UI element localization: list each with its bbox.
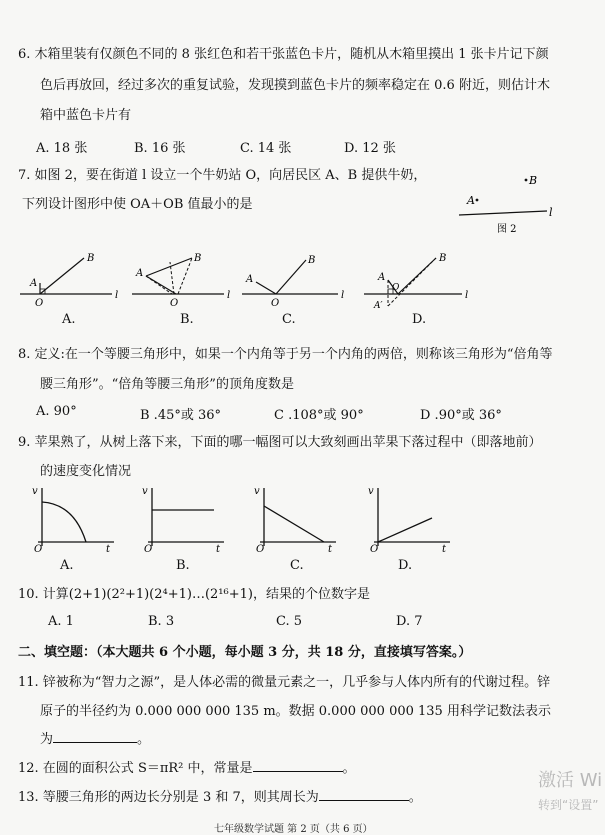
q10-option-c: C. 5 bbox=[276, 614, 303, 629]
q12-answer-blank[interactable] bbox=[253, 759, 343, 772]
svg-text:t: t bbox=[442, 544, 447, 552]
fig2-label-l: l bbox=[549, 206, 553, 219]
q9-line2: 的速度变化情况 bbox=[40, 464, 132, 479]
svg-text:O: O bbox=[370, 544, 379, 552]
q7-diagram-d bbox=[362, 250, 472, 308]
svg-text:O: O bbox=[271, 298, 280, 308]
q9-graph-d bbox=[366, 482, 456, 552]
page-footer: 七年级数学试题 第 2 页（共 6 页） bbox=[214, 824, 373, 835]
q10-line1: 10. 计算(2+1)(2²+1)(2⁴+1)…(2¹⁶+1)，结果的个位数字是 bbox=[18, 587, 370, 602]
q11-line3: 为 。 bbox=[40, 732, 151, 747]
q13-answer-blank[interactable] bbox=[319, 788, 409, 801]
q6-line1: 6. 木箱里装有仅颜色不同的 8 张红色和若干张蓝色卡片，随机从木箱里摸出 1 张卡片记下颜 bbox=[18, 47, 549, 62]
q10-option-a: A. 1 bbox=[48, 614, 74, 629]
q9-graph-c bbox=[252, 482, 342, 552]
svg-text:O: O bbox=[144, 544, 153, 552]
activation-watermark-hint: 转到“设置” bbox=[538, 798, 599, 812]
q6-option-b: B. 16 张 bbox=[134, 141, 186, 156]
q6-option-c: C. 14 张 bbox=[240, 141, 292, 156]
q6-line3: 箱中蓝色卡片有 bbox=[40, 108, 132, 123]
svg-text:B: B bbox=[194, 253, 202, 264]
q8-line2: 腰三角形”。“倍角等腰三角形”的顶角度数是 bbox=[40, 377, 294, 392]
q6-option-d: D. 12 张 bbox=[344, 141, 396, 156]
q7-option-c: C. bbox=[282, 312, 296, 327]
q11-line1: 11. 锌被称为“智力之源”，是人体必需的微量元素之一，几乎参与人体内所有的代谢过程。锌 bbox=[18, 675, 551, 690]
q9-graph-b bbox=[140, 482, 230, 552]
q8-option-c: C .108°或 90° bbox=[274, 408, 364, 423]
q8-option-b: B .45°或 36° bbox=[140, 408, 222, 423]
q10-option-d: D. 7 bbox=[396, 614, 423, 629]
q7-diagram-b bbox=[130, 250, 240, 308]
svg-text:A: A bbox=[378, 272, 386, 283]
q7-diagram-c bbox=[240, 250, 350, 308]
q7-line2: 下列设计图形中使 OA＋OB 值最小的是 bbox=[22, 197, 253, 212]
q6-line2: 色后再放回，经过多次的重复试验，发现摸到蓝色卡片的频率稳定在 0.6 附近，则估计木 bbox=[40, 78, 550, 93]
svg-text:O: O bbox=[256, 544, 265, 552]
q10-option-b: B. 3 bbox=[148, 614, 175, 629]
svg-text:l: l bbox=[227, 290, 231, 301]
svg-text:v: v bbox=[32, 486, 38, 497]
figure-2 bbox=[455, 168, 565, 238]
q8-option-d: D .90°或 36° bbox=[420, 408, 502, 423]
svg-text:O: O bbox=[35, 298, 44, 308]
q12-line: 12. 在圆的面积公式 S＝πR² 中，常量是 。 bbox=[18, 761, 356, 776]
q8-line1: 8. 定义:在一个等腰三角形中，如果一个内角等于另一个内角的两倍，则称该三角形为“倍角等 bbox=[18, 347, 553, 362]
fig2-caption: 图 2 bbox=[497, 224, 517, 235]
svg-text:B: B bbox=[308, 255, 316, 266]
svg-text:O: O bbox=[392, 283, 400, 293]
q9-line1: 9. 苹果熟了，从树上落下来，下面的哪一幅图可以大致刻画出苹果下落过程中（即落地前） bbox=[18, 435, 542, 450]
svg-text:v: v bbox=[368, 486, 374, 497]
svg-text:v: v bbox=[142, 486, 148, 497]
fig2-label-b: B bbox=[529, 174, 538, 187]
q9-graph-a bbox=[30, 482, 120, 552]
q9-option-b: B. bbox=[176, 558, 190, 573]
q11-line2: 原子的半径约为 0.000 000 000 135 m。数据 0.000 000 000 135 用科学记数法表示 bbox=[40, 704, 551, 719]
svg-text:l: l bbox=[115, 290, 119, 301]
q13-line: 13. 等腰三角形的两边长分别是 3 和 7，则其周长为 。 bbox=[18, 790, 422, 805]
svg-text:A′: A′ bbox=[374, 301, 383, 308]
svg-text:t: t bbox=[328, 544, 333, 552]
q9-option-c: C. bbox=[290, 558, 304, 573]
svg-text:O: O bbox=[170, 298, 179, 308]
svg-text:B: B bbox=[439, 253, 447, 264]
q9-option-d: D. bbox=[398, 558, 413, 573]
q7-option-b: B. bbox=[180, 312, 194, 327]
q7-diagram-a bbox=[18, 250, 128, 308]
q6-option-a: A. 18 张 bbox=[36, 141, 88, 156]
svg-text:t: t bbox=[106, 544, 111, 552]
q9-option-a: A. bbox=[60, 558, 74, 573]
svg-text:A: A bbox=[246, 274, 254, 285]
q11-answer-blank[interactable] bbox=[53, 730, 137, 743]
svg-text:t: t bbox=[216, 544, 221, 552]
svg-text:B: B bbox=[87, 253, 95, 264]
section-2-heading: 二、填空题：（本大题共 6 个小题，每小题 3 分，共 18 分，直接填写答案。） bbox=[18, 645, 472, 660]
svg-text:A: A bbox=[136, 268, 144, 279]
q8-option-a: A. 90° bbox=[36, 404, 77, 419]
q7-option-d: D. bbox=[412, 312, 427, 327]
svg-text:O: O bbox=[34, 544, 43, 552]
q7-line1: 7. 如图 2，要在街道 l 设立一个牛奶站 O，向居民区 A、B 提供牛奶， bbox=[18, 168, 427, 183]
svg-text:l: l bbox=[465, 290, 469, 301]
q7-option-a: A. bbox=[62, 312, 76, 327]
activation-watermark-title: 激活 Wi bbox=[538, 770, 603, 791]
fig2-label-a: A bbox=[467, 194, 475, 207]
svg-text:A: A bbox=[30, 278, 38, 289]
svg-text:v: v bbox=[254, 486, 260, 497]
svg-text:l: l bbox=[341, 290, 345, 301]
